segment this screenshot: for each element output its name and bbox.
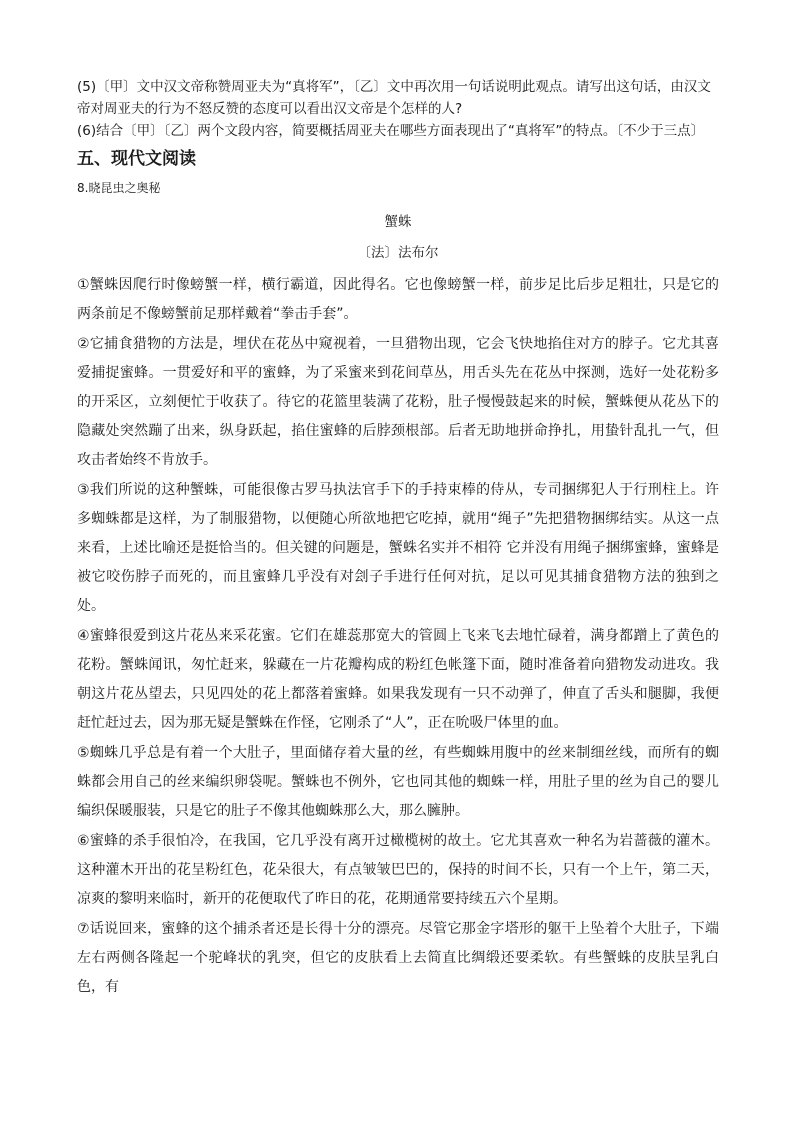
question-5: (5)〔甲〕文中汉文帝称赞周亚夫为“真将军”，〔乙〕文中再次用一句话说明此观点。请写出这句话，由汉文帝对周亚夫的行为不怒反赞的态度可以看出汉文帝是个怎样的人?: [77, 79, 711, 117]
article-paragraph-2: ②它捕食猎物的方法是，埋伏在花丛中窥视着，一旦猎物出现，它会飞快地掐住对方的脖子。它尤其喜爱捕捉蜜蜂。一贯爱好和平的蜜蜂，为了采蜜来到花间草丛，用舌头先在花丛中探测，选好一处花粉多的开采区，立刻便忙于收获了。待它的花篮里装满了花粉，肚子慢慢鼓起来的时候，蟹蛛便从花丛下的隐藏处突然蹦了出来，纵身跃起，掐住蜜蜂的后脖颈根部。后者无助地拼命挣扎，用蛰针乱扎一气，但攻击者始终不肯放手。: [77, 336, 719, 468]
article-paragraph-5: ⑤蜘蛛几乎总是有着一个大肚子，里面储存着大量的丝，有些蜘蛛用腹中的丝来制细丝线，而所有的蜘蛛都会用自己的丝来编织卵袋呢。蟹蛛也不例外，它也同其他的蜘蛛一样，用肚子里的丝为自己的婴儿编织保暖服装，只是它的肚子不像其他蜘蛛那么大，那么臃肿。: [77, 745, 719, 819]
article-paragraph-1: ①蟹蛛因爬行时像螃蟹一样，横行霸道，因此得名。它也像螃蟹一样，前步足比后步足粗壮，只是它的两条前足不像螃蟹前足那样戴着“拳击手套”。: [77, 277, 719, 322]
article-paragraph-7: ⑦话说回来，蜜蜂的这个捕杀者还是长得十分的漂亮。尽管它那金字塔形的躯干上坠着个大肚子，下端左右两侧各隆起一个驼峰状的乳突，但它的皮肤看上去简直比绸缎还要柔软。有些蟹蛛的皮肤呈乳白色，有: [77, 921, 719, 995]
article-paragraph-6: ⑥蜜蜂的杀手很怕冷，在我国，它几乎没有离开过橄榄树的故土。它尤其喜欢一种名为岩蔷薇的灌木。这种灌木开出的花呈粉红色，花朵很大，有点皱皱巴巴的，保持的时间不长，只有一个上午，第二天，凉爽的黎明来临时，新开的花便取代了昨日的花，花期通常要持续五六个星期。: [77, 833, 719, 907]
article-paragraph-3: ③我们所说的这种蟹蛛，可能很像古罗马执法官手下的手持束棒的侍从，专司捆绑犯人于行刑柱上。许多蜘蛛都是这样，为了制服猎物，以便随心所欲地把它吃掉，就用“绳子”先把猎物捆绑结实。从这一点来看，上述比喻还是挺恰当的。但关键的问题是，蟹蛛名实并不相符 它并没有用绳子捆绑蜜蜂，蜜蜂是被它咬伤脖子而死的，而且蜜蜂几乎没有对刽子手进行任何对抗，足以可见其捕食猎物方法的独到之处。: [77, 482, 719, 614]
article-paragraph-4: ④蜜蜂很爱到这片花丛来采花蜜。它们在雄蕊那宽大的管圆上飞来飞去地忙碌着，满身都蹭上了黄色的花粉。蟹蛛闻讯，匆忙赶来，躲藏在一片花瓣构成的粉红色帐篷下面，随时准备着向猎物发动进攻。我朝这片花丛望去，只见四处的花上都落着蜜蜂。如果我发现有一只不动弹了，伸直了舌头和腿脚，我便赶忙赶过去，因为那无疑是蟹蛛在作怪，它刚杀了“人”，正在吮吸尸体里的血。: [77, 628, 719, 731]
page-content: [77, 76, 719, 1003]
article-title: 蟹蛛: [384, 214, 412, 230]
section-title: 五、现代文阅读: [77, 149, 196, 169]
question-6: (6)结合〔甲〕〔乙〕两个文段内容，简要概括周亚夫在哪些方面表现出了“真将军”的特点。〔不少于三点〕: [77, 123, 705, 139]
article-author: 〔法〕法布尔: [357, 245, 439, 261]
section-subtitle: 8.晓昆虫之奥秘: [77, 181, 161, 195]
